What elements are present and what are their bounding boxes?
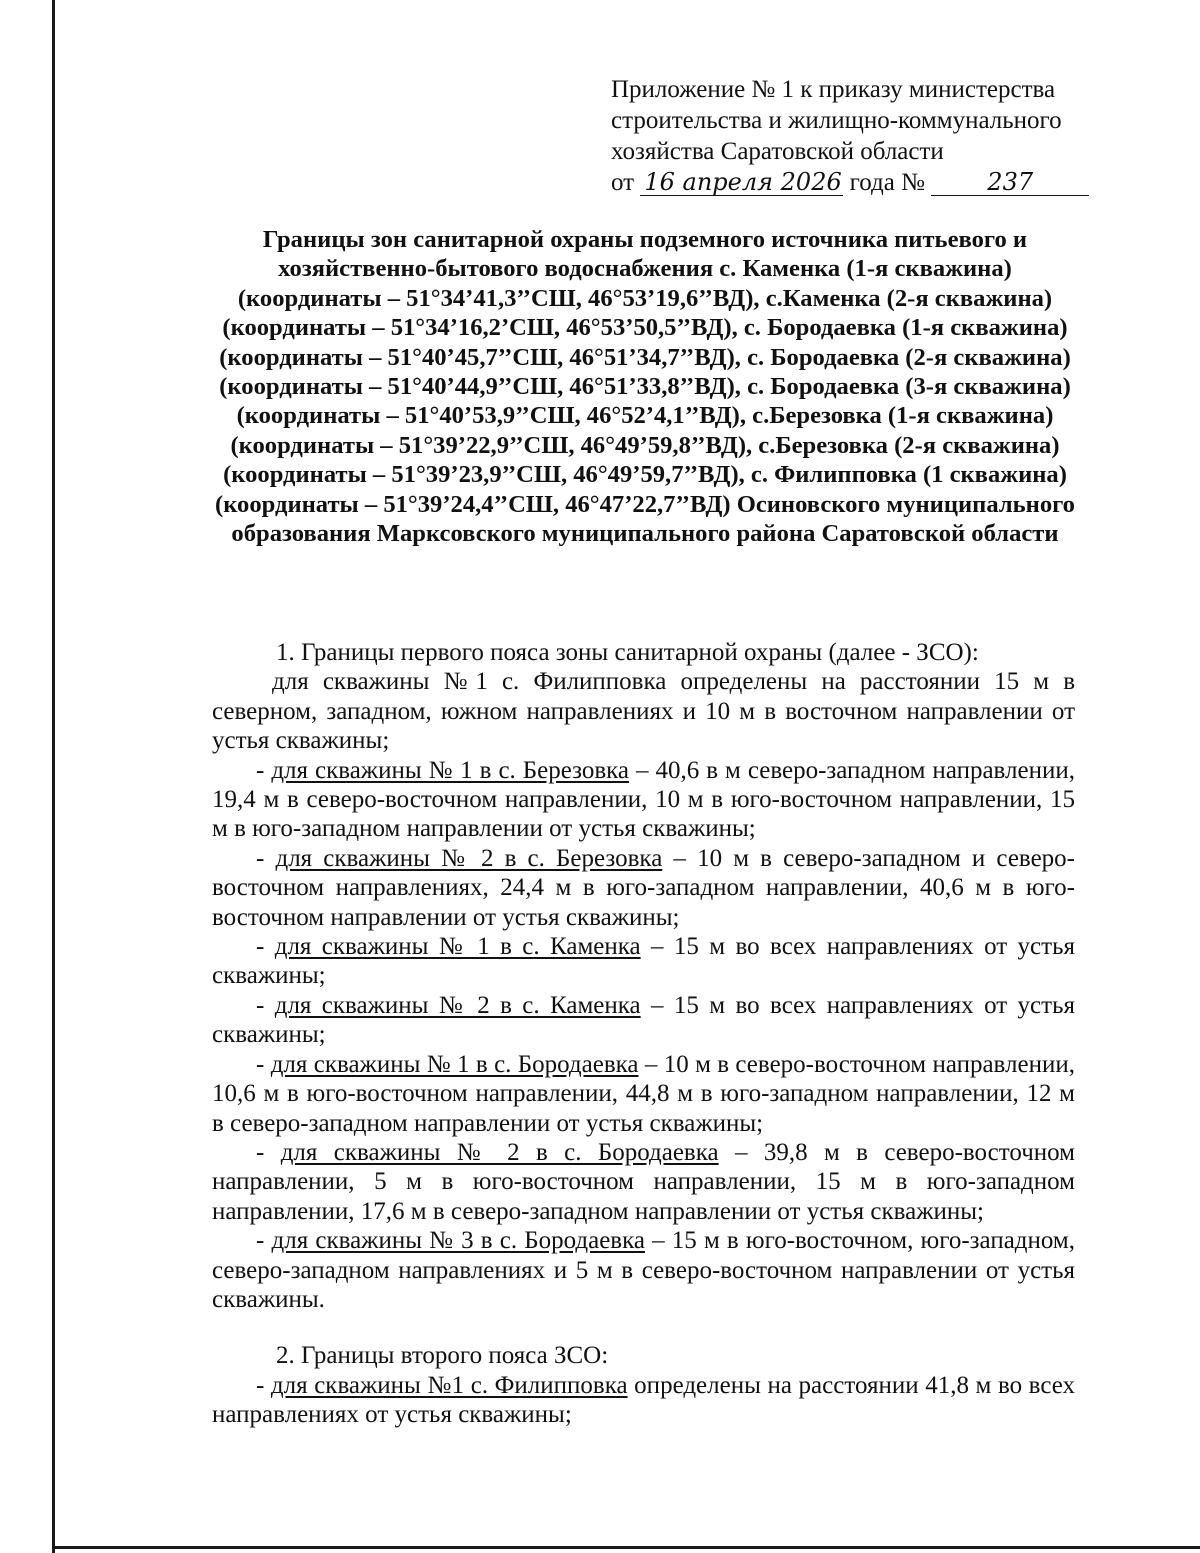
well-name: для скважины № 2 в с. Березовка — [275, 844, 663, 872]
well-name: для скважины № 3 в с. Бородаевка — [271, 1227, 645, 1255]
from-label: от — [611, 169, 635, 196]
well-name: для скважины № 2 в с. Каменка — [274, 991, 641, 1019]
well-paragraph — [212, 756, 1075, 844]
well-paragraph — [212, 1371, 1075, 1430]
document-body — [212, 638, 1075, 1430]
dash-prefix: - — [256, 1227, 272, 1255]
scan-edge-bottom — [52, 1546, 1200, 1549]
dash-prefix: - — [256, 1371, 271, 1399]
well-name: для скважины № 1 в с. Березовка — [271, 756, 630, 784]
document-title: Границы зон санитарной охраны подземного источника питьевого и хозяйственно-бытового водоснабжения с. Каменка (1-я скважина) (координаты – 51°34’41,3’’СШ, 46°53’19,6’’ВД), с.Каменка (2-я скважина) (координаты – 51°34’16,2’СШ, 46°53’50,5’’ВД), с. Бородаевка (1-я скважина) (координаты – 51°40’45,7’’СШ, 46°51’34,7’’ВД), с. Бородаевка (2-я скважина) (координаты – 51°40’44,9’’СШ, 46°51’33,8’’ВД), с. Бородаевка (3-я скважина) (координаты – 51°40’53,9’’СШ, 46°52’4,1’’ВД), с.Березовка (1-я скважина) (координаты – 51°39’22,9’’СШ, 46°49’59,8’’ВД), с.Березовка (2-я скважина) (координаты – 51°39’23,9’’СШ, 46°49’59,7’’ВД), с. Филипповка (1 скважина) (координаты – 51°39’24,4’’СШ, 46°47’22,7’’ВД) Осиновского муниципального образования Марксовского муниципального района Саратовской области — [215, 226, 1075, 548]
year-number-label: года № — [849, 169, 925, 196]
well-description: – 39,8 м в северо-восточном направлении, 5 м в юго-восточном направлении, 15 м в юго-западном направлении, 17,6 м в северо-западном направлении от устья скважины; — [212, 1138, 1075, 1225]
well-description: – 10 м в северо-западном и северо-восточном направлениях, 24,4 м в юго-западном направлении, 40,6 м в юго-восточном направлении от устья скважины; — [212, 844, 1075, 931]
well-name: для скважины №1 с. Филипповка — [270, 1371, 628, 1399]
dash-prefix: - — [256, 756, 272, 784]
scan-edge-left — [52, 0, 55, 1553]
section-2-heading: 2. Границы второго пояса ЗСО: — [276, 1342, 609, 1370]
well-paragraph — [212, 844, 1075, 932]
appendix-header — [611, 74, 1081, 198]
section-2-items — [212, 1371, 1075, 1430]
appendix-line-2: строительства и жилищно-коммунального — [611, 107, 1062, 134]
appendix-line-1: Приложение № 1 к приказу министерства — [611, 76, 1056, 103]
well-paragraph — [212, 991, 1075, 1050]
section-1-heading: 1. Границы первого пояса зоны санитарной охраны (далее - ЗСО): — [276, 639, 979, 666]
well-paragraph — [212, 1226, 1075, 1314]
well-description: для скважины №1 с. Филипповка определены на расстоянии 15 м в северном, западном, южном направлениях и 10 м в восточном направлении от устья скважины; — [212, 668, 1075, 755]
well-paragraph — [212, 1138, 1075, 1226]
well-paragraph — [212, 1050, 1075, 1138]
dash-prefix: - — [256, 844, 276, 872]
dash-prefix: - — [256, 991, 275, 1019]
section-1-items — [212, 667, 1075, 1314]
well-description: определены на расстоянии 41,8 м во всех направлениях от устья скважины; — [212, 1371, 1075, 1429]
well-description: – 15 м в юго-восточном, юго-западном, северо-западном направлениях и 5 м в северо-восточном направлении от устья скважины. — [212, 1227, 1075, 1313]
well-description: – 40,6 в м северо-западном направлении, 19,4 м в северо-восточном направлении, 10 м в юго-восточном направлении, 15 м в юго-западном направлении от устья скважины; — [212, 756, 1075, 843]
well-name: для скважины № 1 в с. Бородаевка — [270, 1050, 639, 1078]
handwritten-order-number: 237 — [931, 169, 1089, 196]
well-description: – 15 м во всех направлениях от устья скважины; — [212, 933, 1075, 990]
dash-prefix: - — [256, 1138, 281, 1166]
well-name: для скважины № 1 в с. Каменка — [274, 933, 641, 961]
dash-prefix: - — [256, 1050, 271, 1078]
well-description: – 10 м в северо-восточном направлении, 10,6 м в юго-восточном направлении, 44,8 м в юго-западном направлении, 12 м в северо-западном направлении от устья скважины; — [212, 1050, 1075, 1137]
well-name: для скважины № 2 в с. Бородаевка — [280, 1138, 719, 1166]
appendix-date-line — [611, 167, 1081, 198]
handwritten-date: 16 апреля 2026 — [640, 169, 843, 196]
well-description: – 15 м во всех направлениях от устья скважины; — [212, 991, 1075, 1049]
appendix-line-3: хозяйства Саратовской области — [611, 138, 944, 165]
dash-prefix: - — [256, 933, 275, 961]
well-paragraph — [212, 932, 1075, 991]
well-paragraph — [212, 667, 1075, 755]
